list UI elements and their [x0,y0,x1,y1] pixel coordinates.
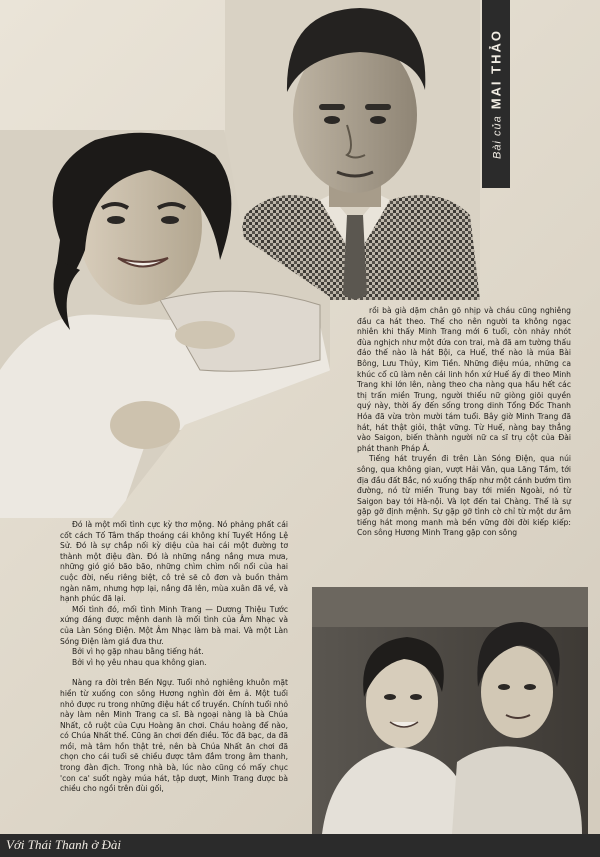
paragraph: Mối tình đó, mối tình Minh Trang — Dương Thiệu Tước xứng đáng được mệnh danh là mối tình của Âm Nhạc và của Làn Sóng Điện. Một Âm Nhạc làm bà mai. Và một Làn Sóng Điện làm giá đưa thư. [60,604,288,646]
paragraph: Bởi vì họ yêu nhau qua không gian. [72,657,207,667]
paragraph: Bởi vì họ gặp nhau bằng tiếng hát. [72,647,204,657]
paragraph: rồi bà già dặm chân gõ nhịp và cháu cũng nghiêng đầu ca hát theo. Thế cho nên người ta không ngạc nhiên khi thấy Minh Trang mới 6 tuổi, còn nhảy nhót đùa nghịch như một đứa con trai, mà đã am tường thấu đáo thế nào là hát Bội, ca Huế, thế nào là múa Bài Bông, Lưu Thủy, Kim Tiền. Những điệu múa, những ca khúc cổ cũ làm nên cái linh hồn xứ Huế ấy đi theo Minh Trang khi lớn lên, nàng theo cha nàng qua hầu hết các thị trấn miền Trung, người thiếu nữ giòng giõi quyền quý này, thời ấy đến sống trong dinh Tổng Đốc Thanh Hóa đã vừa tròn mười tám tuổi. Bây giờ Minh Trang đã hát, hát thật giỏi, thật vững. Từ Huế, nàng bay thẳng vào Saigon, biến thành người nữ ca sĩ trụ cột của Đài phát thanh Pháp Á. [357,306,571,453]
paragraph: Tiếng hát truyền đi trên Làn Sóng Điện, qua núi sông, qua không gian, vượt Hải Vân, qua Lăng Tầm, tới địa đầu đất Bắc, nó xuống thấp như một cánh bướm tìm đường, nó từ miền Trung bay tới miền Ngoài, nó từ Saigon bay tới Hà-nội. Và lọt đến tai Chàng. Thế là sự gặp gỡ định mệnh. Sự gặp gỡ tình cờ chỉ từ một dư âm tiếng hát mong manh mà bền vững đời đời kiếp kiếp: Con sông Hương Minh Trang gặp con sông [357,454,571,538]
left-text-column [60,520,288,795]
paragraph: Đó là một mối tình cực kỳ thơ mộng. Nó phảng phất cái cốt cách Tố Tâm thấp thoáng cái không khí Tuyết Hồng Lệ Sử. Đó là sự chắp nối kỳ diệu của hai cái một đường tơ thành một điệu đàn. Đó là những nắng nắng mưa mưa, những gió gió bão bão, những chìm chìm nổi nổi của hai cuộc đời, nếu riêng biệt, cô trẻ sẽ cô đơn và buồn thảm ngàn năm, nhưng hợp lại, nắng đã lên, mùa xuân đã về, và hạnh phúc đã lại. [60,520,288,604]
two-women-photo [312,587,588,834]
footer-caption-bar [0,834,600,857]
footer-caption: Với Thái Thanh ở Đài [6,837,122,852]
byline-prefix: Bài của [491,115,504,159]
right-text-column [357,306,571,539]
paragraph: Nàng ra đời trên Bến Ngự. Tuổi nhỏ nghiêng khuôn mặt hiền từ xuống con sông Hương nghìn đời êm ả. Một tuổi nhỏ được ru trong những điệu hát cổ truyền. Chính tuổi nhỏ này làm nên Minh Trang ca sĩ. Bà ngoại nàng là bà Chúa Nhất, cô ruột của Cựu Hoàng ăn chơi. Cháu hoàng để nào, có Chúa Nhất thế. Cũng ăn chơi đến điều. Tóc đã bạc, da đã mồi, mà tâm hồn thật trẻ, nên bà Chúa Nhất ăn chơi đã chọn cho cái tuổi sẽ chiều được tâm đắm trong âm thanh, trong đàn địch. Trong nhà bà, lúc nào cũng có mấy chục 'con ca' suốt ngày múa hát, tập dượt, Minh Trang được bà chiều cho ngồi trên đùi gối, [60,678,288,794]
author-byline [482,0,510,188]
byline-author: MAI THẢO [488,29,504,110]
